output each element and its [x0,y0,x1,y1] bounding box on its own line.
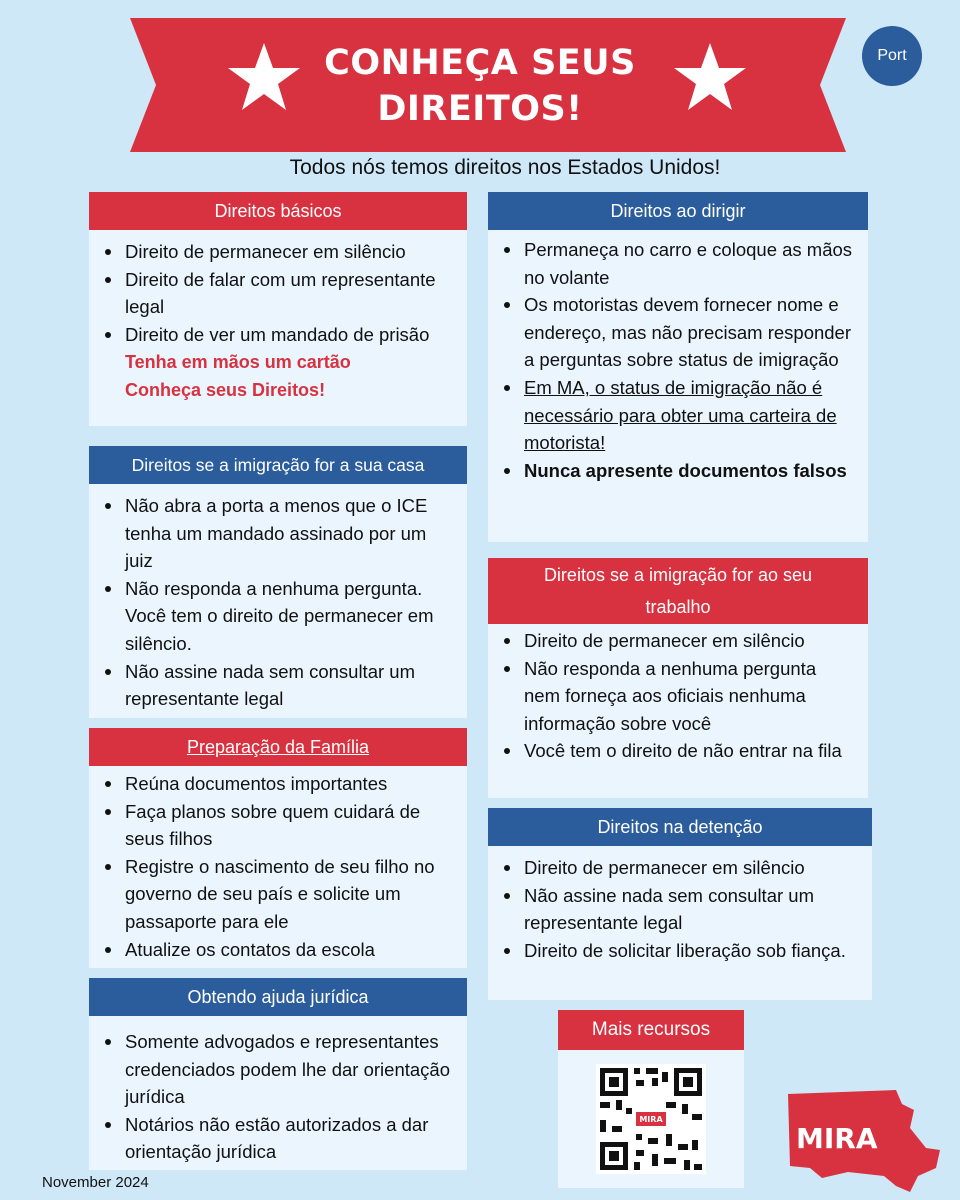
section-legal-help [89,978,467,1170]
list-item: Direito de permanecer em silêncio [496,854,858,882]
resources-box [558,1010,744,1188]
section-title: Direitos ao dirigir [488,192,868,230]
section-title: Direitos se a imigração for a sua casa [89,446,467,484]
list-item: Registre o nascimento de seu filho no governo de seu país e solicite um passaporte para ele [97,853,453,936]
list-item: Permaneça no carro e coloque as mãos no volante [496,236,854,291]
section-title-link[interactable]: Preparação da Família [186,736,370,757]
list-item: Direito de ver um mandado de prisão [97,321,459,349]
list-item: Não assine nada sem consultar um representante legal [496,882,858,937]
list-item: Você tem o direito de não entrar na fila [496,737,854,765]
qr-code-icon[interactable] [596,1064,706,1174]
page-title [0,40,960,132]
section-title: Direitos na detenção [488,808,872,846]
section-family-prep [89,728,467,968]
section-basic-rights [89,192,467,426]
qr-logo-label: MIRA [639,1115,663,1124]
list-item: Faça planos sobre quem cuidará de seus filhos [97,798,453,853]
list-item: Direito de falar com um representante legal [97,266,459,321]
section-detention-rights [488,808,872,1000]
title-line-1: CONHEÇA SEUS [324,43,636,83]
list-item: Nunca apresente documentos falsos [496,457,854,485]
list-item: Não responda a nenhuma pergunta. Você tem o direito de permanecer em silêncio. [97,575,449,658]
list-item: Direito de solicitar liberação sob fiança. [496,937,858,965]
mira-logo-text: MIRA [796,1122,878,1155]
list-item: Somente advogados e representantes credenciados podem lhe dar orientação jurídica [97,1028,451,1111]
section-title: Obtendo ajuda jurídica [89,978,467,1016]
list-item: Atualize os contatos da escola [97,936,453,964]
language-badge: Port [862,26,922,86]
highlight-note: Tenha em mãos um cartão Conheça seus Direitos! [125,352,351,401]
resources-title: Mais recursos [558,1010,744,1050]
list-item: Não responda a nenhuma pergunta nem forneça aos oficiais nenhuma informação sobre você [496,655,854,738]
list-item: Direito de permanecer em silêncio [496,627,854,655]
list-item: Direito de permanecer em silêncio [97,238,459,266]
subtitle: Todos nós temos direitos nos Estados Unidos! [289,156,721,179]
section-title: Direitos básicos [89,192,467,230]
list-item: Notários não estão autorizados a dar orientação jurídica [97,1111,451,1166]
list-item: Os motoristas devem fornecer nome e endereço, mas não precisam responder a perguntas sobre status de imigração [496,291,854,374]
list-item: Reúna documentos importantes [97,770,453,798]
section-driving-rights [488,192,868,542]
title-line-2: DIREITOS! [377,89,583,129]
section-home-rights [89,446,467,718]
footer-date: November 2024 [42,1174,149,1191]
section-title: Direitos se a imigração for ao seu trabalho [488,558,868,624]
list-item: Não assine nada sem consultar um representante legal [97,658,449,713]
list-item-link[interactable]: Em MA, o status de imigração não é necessário para obter uma carteira de motorista! [496,374,854,457]
section-work-rights [488,558,868,798]
list-item: Não abra a porta a menos que o ICE tenha um mandado assinado por um juiz [97,492,449,575]
